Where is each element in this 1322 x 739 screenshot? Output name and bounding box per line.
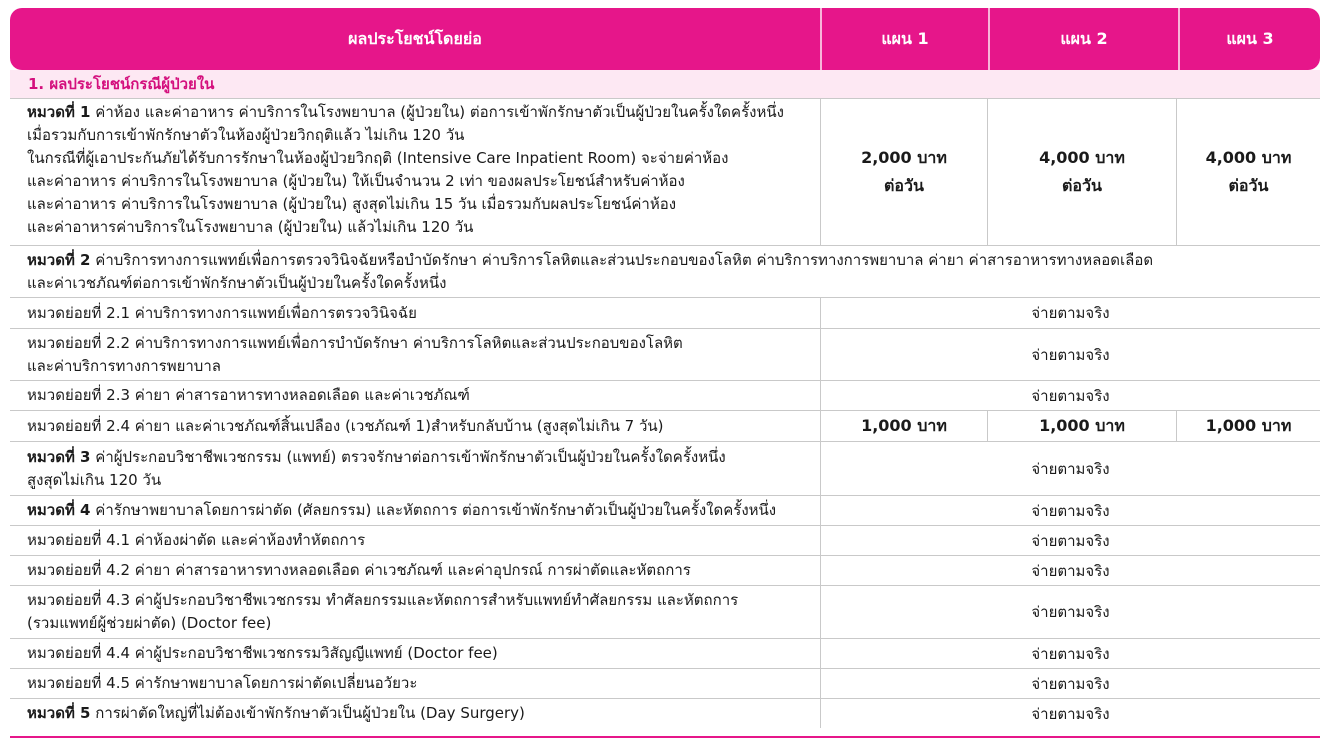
sub24-plan2: 1,000 บาท bbox=[988, 411, 1177, 441]
cat3-description: หมวดที่ 3 ค่าผู้ประกอบวิชาชีพเวชกรรม (แพทย์) ตรวจรักษาต่อการเข้าพักรักษาตัวเป็นผู้ป่วยในครั้งใดครั้งหนึ่ง สูงสุดไม่เกิน 120 วัน bbox=[10, 442, 821, 495]
sub42-description: หมวดย่อยที่ 4.2 ค่ายา ค่าสารอาหารทางหลอดเลือด ค่าเวชภัณฑ์ และค่าอุปกรณ์ การผ่าตัดและหัตถการ bbox=[10, 556, 821, 585]
sub24-description: หมวดย่อยที่ 2.4 ค่ายา และค่าเวชภัณฑ์สิ้นเปลือง (เวชภัณฑ์ 1)สำหรับกลับบ้าน (สูงสุดไม่เกิน 7 วัน) bbox=[10, 411, 821, 441]
table-row-sub45 bbox=[10, 669, 1320, 699]
sub23-value: จ่ายตามจริง bbox=[1031, 386, 1110, 405]
cat2-label: หมวดที่ 2 bbox=[27, 250, 91, 269]
header-benefit: ผลประโยชน์โดยย่อ bbox=[10, 8, 822, 70]
benefit-table bbox=[10, 8, 1320, 728]
cat3-value: จ่ายตามจริง bbox=[1031, 459, 1110, 478]
cat2-line-2: และค่าเวชภัณฑ์ต่อการเข้าพักรักษาตัวเป็นผู้ป่วยในครั้งใดครั้งหนึ่ง bbox=[27, 273, 447, 292]
cat1-description bbox=[10, 99, 821, 245]
sub45-value: จ่ายตามจริง bbox=[1031, 674, 1110, 693]
cat3-label: หมวดที่ 3 bbox=[27, 447, 91, 466]
section-inpatient: 1. ผลประโยชน์กรณีผู้ป่วยใน bbox=[10, 70, 1320, 99]
cat1-plan1: 2,000 บาท ต่อวัน bbox=[821, 99, 988, 245]
table-row-sub23 bbox=[10, 381, 1320, 411]
table-row-cat2 bbox=[10, 246, 1320, 298]
sub23-description: หมวดย่อยที่ 2.3 ค่ายา ค่าสารอาหารทางหลอดเลือด และค่าเวชภัณฑ์ bbox=[10, 381, 821, 410]
cat1-line-1: ค่าห้อง และค่าอาหาร ค่าบริการในโรงพยาบาล (ผู้ป่วยใน) ต่อการเข้าพักรักษาตัวเป็นผู้ป่วยในครั้งใดครั้งหนึ่ง bbox=[95, 103, 784, 121]
sub42-value: จ่ายตามจริง bbox=[1031, 561, 1110, 580]
cat2-line-1: ค่าบริการทางการแพทย์เพื่อการตรวจวินิจฉัยหรือบำบัดรักษา ค่าบริการโลหิตและส่วนประกอบของโลหิต ค่าบริการทางการพยาบาล ค่ายา ค่าสารอาหารทางหลอดเลือด bbox=[95, 250, 1154, 269]
table-row-sub41 bbox=[10, 526, 1320, 556]
cat4-label: หมวดที่ 4 bbox=[27, 501, 91, 519]
table-row-sub24 bbox=[10, 411, 1320, 442]
sub21-description: หมวดย่อยที่ 2.1 ค่าบริการทางการแพทย์เพื่อการตรวจวินิจฉัย bbox=[10, 298, 821, 328]
sub21-value: จ่ายตามจริง bbox=[1031, 304, 1110, 322]
sub24-plan1: 1,000 บาท bbox=[821, 411, 988, 441]
cat1-line-2: เมื่อรวมกับการเข้าพักรักษาตัวในห้องผู้ป่วยวิกฤติแล้ว ไม่เกิน 120 วัน bbox=[27, 126, 465, 144]
cat1-plan3: 4,000 บาท ต่อวัน bbox=[1205, 148, 1292, 195]
table-bottom-border bbox=[10, 736, 1320, 738]
header-plan-2: แผน 2 bbox=[990, 8, 1180, 70]
table-row-cat3 bbox=[10, 442, 1320, 496]
cat4-value: จ่ายตามจริง bbox=[1031, 501, 1110, 520]
table-row-sub43 bbox=[10, 586, 1320, 639]
table-row-cat4 bbox=[10, 496, 1320, 526]
table-row-sub22 bbox=[10, 329, 1320, 381]
cat5-label: หมวดที่ 5 bbox=[27, 704, 91, 722]
cat1-line-3: ในกรณีที่ผู้เอาประกันภัยได้รับการรักษาในห้องผู้ป่วยวิกฤติ (Intensive Care Inpatient Room) จะจ่ายค่าห้อง bbox=[27, 149, 729, 167]
table-row-sub42 bbox=[10, 556, 1320, 586]
table-header bbox=[10, 8, 1320, 70]
sub22-description: หมวดย่อยที่ 2.2 ค่าบริการทางการแพทย์เพื่อการบำบัดรักษา ค่าบริการโลหิตและส่วนประกอบของโลหิต และค่าบริการทางการพยาบาล bbox=[10, 329, 821, 380]
sub22-value: จ่ายตามจริง bbox=[1031, 345, 1110, 364]
sub43-value: จ่ายตามจริง bbox=[1031, 603, 1110, 621]
cat5-value: จ่ายตามจริง bbox=[1031, 704, 1110, 723]
table-row-cat5 bbox=[10, 699, 1320, 728]
cat1-line-4: และค่าอาหาร ค่าบริการในโรงพยาบาล (ผู้ป่วยใน) ให้เป็นจำนวน 2 เท่า ของผลประโยชน์สำหรับค่าห้อง bbox=[27, 172, 685, 190]
cat2-description bbox=[10, 246, 1320, 297]
sub41-value: จ่ายตามจริง bbox=[1031, 531, 1110, 550]
cat1-line-5: และค่าอาหาร ค่าบริการในโรงพยาบาล (ผู้ป่วยใน) สูงสุดไม่เกิน 15 วัน เมื่อรวมกับผลประโยชน์ค่าห้อง bbox=[27, 195, 677, 213]
sub45-description: หมวดย่อยที่ 4.5 ค่ารักษาพยาบาลโดยการผ่าตัดเปลี่ยนอวัยวะ bbox=[10, 669, 821, 698]
cat1-plan2: 4,000 บาท ต่อวัน bbox=[988, 99, 1177, 245]
cat1-line-6: และค่าอาหารค่าบริการในโรงพยาบาล (ผู้ป่วยใน) แล้วไม่เกิน 120 วัน bbox=[27, 218, 474, 236]
sub24-plan3: 1,000 บาท bbox=[1205, 415, 1292, 435]
sub41-description: หมวดย่อยที่ 4.1 ค่าห้องผ่าตัด และค่าห้องทำหัตถการ bbox=[10, 526, 821, 555]
sub44-value: จ่ายตามจริง bbox=[1031, 644, 1110, 663]
sub44-description: หมวดย่อยที่ 4.4 ค่าผู้ประกอบวิชาชีพเวชกรรมวิสัญญีแพทย์ (Doctor fee) bbox=[10, 639, 821, 668]
cat5-description: หมวดที่ 5 การผ่าตัดใหญ่ที่ไม่ต้องเข้าพักรักษาตัวเป็นผู้ป่วยใน (Day Surgery) bbox=[10, 699, 821, 728]
header-plan-1: แผน 1 bbox=[822, 8, 990, 70]
table-row-sub44 bbox=[10, 639, 1320, 669]
table-row-sub21 bbox=[10, 298, 1320, 329]
sub43-description: หมวดย่อยที่ 4.3 ค่าผู้ประกอบวิชาชีพเวชกรรม ทำศัลยกรรมและหัตถการสำหรับแพทย์ทำศัลยกรรม และหัตถการ (รวมแพทย์ผู้ช่วยผ่าตัด) (Doctor fee) bbox=[10, 586, 821, 638]
cat4-description: หมวดที่ 4 ค่ารักษาพยาบาลโดยการผ่าตัด (ศัลยกรรม) และหัตถการ ต่อการเข้าพักรักษาตัวเป็นผู้ป่วยในครั้งใดครั้งหนึ่ง bbox=[10, 496, 821, 525]
cat1-label: หมวดที่ 1 bbox=[27, 103, 91, 121]
table-row-cat1 bbox=[10, 99, 1320, 246]
header-plan-3: แผน 3 bbox=[1226, 28, 1274, 48]
